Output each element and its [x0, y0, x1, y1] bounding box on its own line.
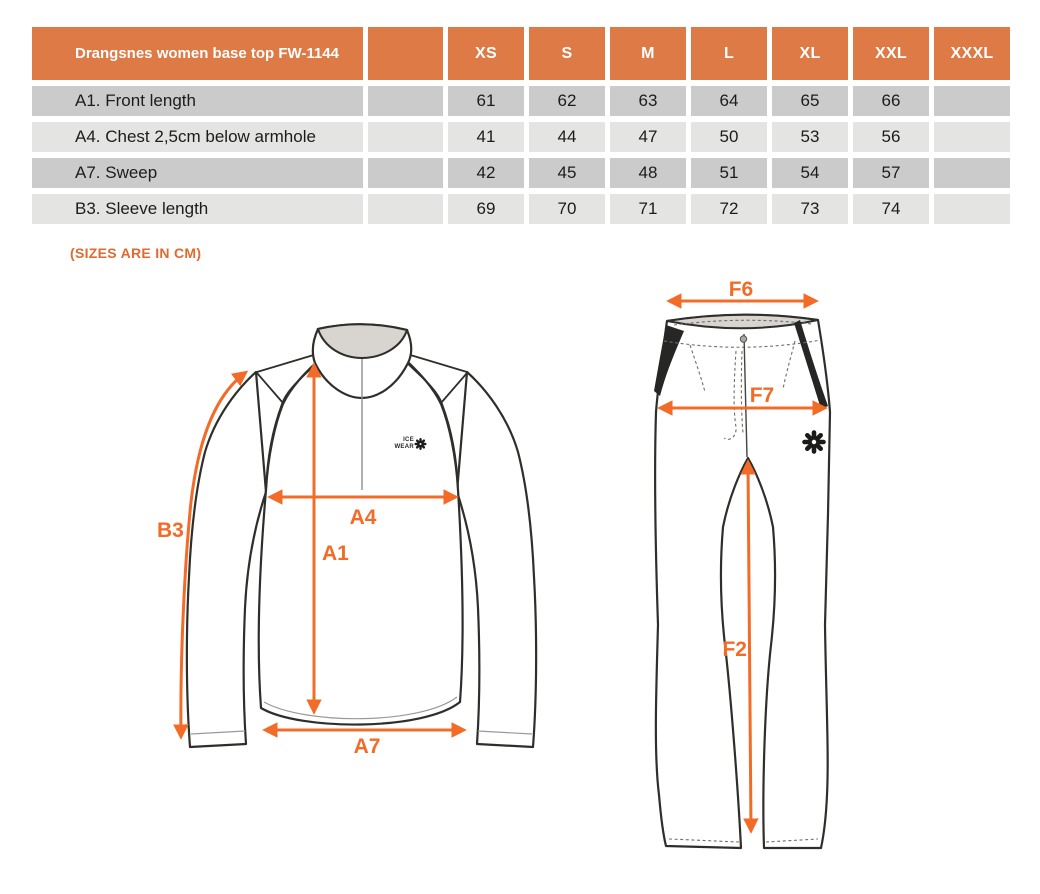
- size-value-cell: 53: [772, 122, 848, 152]
- size-column-header-l: L: [691, 27, 767, 80]
- size-value-cell: 57: [853, 158, 929, 188]
- pants-outline: [655, 315, 830, 848]
- pants-diagram: [654, 278, 830, 848]
- size-value-cell: 50: [691, 122, 767, 152]
- size-column-header-xs: XS: [448, 27, 524, 80]
- row-label-chest: A4. Chest 2,5cm below armhole: [32, 122, 363, 152]
- size-value-cell: 45: [529, 158, 605, 188]
- size-value-cell: 74: [853, 194, 929, 224]
- shirt-diagram: [157, 324, 536, 758]
- size-value-cell: 47: [610, 122, 686, 152]
- shirt-left-sleeve: [187, 372, 266, 747]
- size-value-cell: 71: [610, 194, 686, 224]
- size-value-cell: 42: [448, 158, 524, 188]
- size-value-cell: 64: [691, 86, 767, 116]
- size-value-cell: 69: [448, 194, 524, 224]
- size-value-cell: 66: [853, 86, 929, 116]
- sizes-unit-note: (SIZES ARE IN CM): [70, 245, 202, 261]
- size-value-cell: 62: [529, 86, 605, 116]
- size-value-cell: 61: [448, 86, 524, 116]
- pants-button: [740, 336, 746, 342]
- size-column-header-m: M: [610, 27, 686, 80]
- measurement-label-f7: F7: [749, 384, 775, 407]
- measurement-label-a4: A4: [349, 506, 377, 529]
- size-value-cell: 56: [853, 122, 929, 152]
- size-value-cell: 73: [772, 194, 848, 224]
- size-value-cell: 48: [610, 158, 686, 188]
- table-title-cell: Drangsnes women base top FW-1144: [32, 27, 363, 80]
- measurement-label-f2: F2: [722, 638, 747, 661]
- logo-text-line2: WEAR: [394, 444, 414, 450]
- row-label-front-length: A1. Front length: [32, 86, 363, 116]
- measurement-label-a1: A1: [322, 542, 349, 565]
- measurement-label-f6: F6: [728, 278, 754, 301]
- size-value-cell: 54: [772, 158, 848, 188]
- size-column-header-s: S: [529, 27, 605, 80]
- size-value-cell: 41: [448, 122, 524, 152]
- shirt-right-sleeve: [457, 372, 536, 747]
- logo-text-line1: ICE: [403, 437, 414, 443]
- shirt-body: [259, 357, 463, 725]
- measurement-arrow-f2: [748, 463, 751, 830]
- size-value-cell: 65: [772, 86, 848, 116]
- row-label-sleeve-length: B3. Sleeve length: [32, 194, 363, 224]
- size-value-cell: 63: [610, 86, 686, 116]
- snowflake-logo-icon: [805, 433, 824, 452]
- size-value-cell: 70: [529, 194, 605, 224]
- row-label-sweep: A7. Sweep: [32, 158, 363, 188]
- size-column-header-xxl: XXL: [853, 27, 929, 80]
- measurement-label-b3: B3: [157, 519, 184, 542]
- size-value-cell: 44: [529, 122, 605, 152]
- snowflake-logo-icon: [416, 439, 426, 449]
- size-value-cell: 72: [691, 194, 767, 224]
- measurement-label-a7: A7: [353, 735, 381, 758]
- size-value-cell: 51: [691, 158, 767, 188]
- size-column-header-xxxl: XXXL: [934, 27, 1010, 80]
- size-column-header-xl: XL: [772, 27, 848, 80]
